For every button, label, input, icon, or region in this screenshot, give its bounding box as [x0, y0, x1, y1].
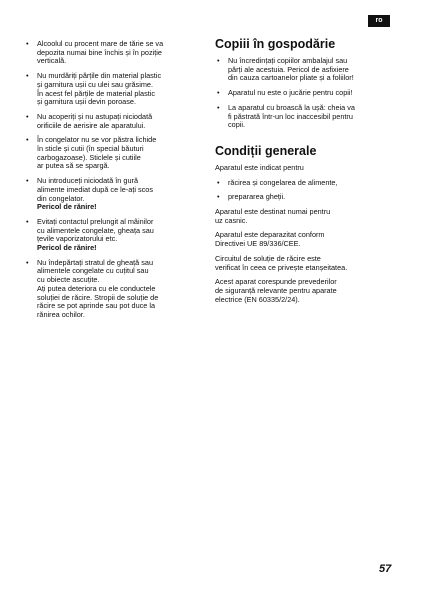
text-line: cu obiecte ascuțite. — [37, 275, 100, 285]
text-line: • La aparatul cu broască la ușă: cheia va — [228, 102, 355, 112]
text-line: alimentele congelate cu cuțitul sau — [37, 266, 149, 276]
text-line: și garnitura ușii cu ulei sau grăsime. — [37, 79, 153, 89]
paragraph — [215, 208, 399, 225]
list-item — [215, 89, 399, 98]
text-line: și garnitura ușii devin poroase. — [37, 97, 136, 107]
text-line: electrice (EN 60335/2/24). — [215, 294, 300, 304]
text-line: soluției de răcire. Stropii de soluție de — [37, 292, 159, 302]
text-line: verificat în ceea ce privește etanșeitatea. — [215, 262, 348, 272]
text-line: • Aparatul nu este o jucărie pentru copii! — [228, 88, 353, 98]
text-line: • Evitați contactul prelungit al mâinilor — [37, 216, 154, 226]
text-line: Directivei UE 89/336/CEE. — [215, 239, 301, 249]
text-line: rănirea ochilor. — [37, 309, 85, 319]
list-item — [24, 40, 202, 66]
list-item — [24, 136, 202, 171]
list-item — [24, 218, 202, 253]
text-line: cu alimentele congelate, gheața sau — [37, 225, 154, 235]
text-line: • Nu îndepărtați stratul de gheață sau — [37, 257, 154, 267]
warning-label: Pericol de rănire! — [37, 243, 97, 253]
list-item — [215, 179, 399, 188]
right-column — [215, 37, 399, 310]
list-item — [24, 113, 202, 130]
text-line: Circuitul de soluție de răcire este — [215, 253, 321, 263]
text-line: Aparatul este deparazitat conform — [215, 230, 325, 240]
text-line: • prepararea gheții. — [228, 192, 286, 202]
text-line: orificiile de aerisire ale aparatului. — [37, 120, 146, 130]
paragraph — [215, 231, 399, 248]
text-line: • răcirea și congelarea de alimente, — [228, 177, 338, 187]
text-line: copii. — [228, 120, 246, 130]
left-column — [24, 40, 202, 326]
text-line: carbogazoase). Sticlele și cutiile — [37, 152, 141, 162]
text-line: uz casnic. — [215, 215, 248, 225]
section-title-general: Condiții generale — [215, 143, 317, 158]
text-line: verticală. — [37, 56, 67, 66]
text-line: Acest aparat corespunde prevederilor — [215, 277, 337, 287]
text-line: În acest fel părțile de material plastic — [37, 88, 156, 98]
safety-list — [24, 40, 202, 320]
usage-list — [215, 179, 399, 202]
list-item — [215, 193, 399, 202]
text-line: răcire se pot aprinde sau pot duce la — [37, 301, 156, 311]
text-line: • În congelator nu se vor păstra lichide — [37, 135, 157, 145]
text-line: fi păstrată într-un loc inaccesibil pentru — [228, 111, 353, 121]
text-line: de siguranță relevante pentru aparate — [215, 285, 337, 295]
text-line: țevile vaporizatorului etc. — [37, 234, 118, 244]
warning-label: Pericol de rănire! — [37, 202, 97, 212]
text-line: depozita numai bine închis și în poziție — [37, 47, 162, 57]
text-line: în sticle și cutii (în special băuturi — [37, 144, 144, 154]
paragraph — [215, 255, 399, 272]
language-tag: ro — [368, 15, 390, 27]
text-line: din congelator. — [37, 193, 85, 203]
text-line: din cauza cartoanelor pliate și a foliilor! — [228, 73, 354, 83]
section-intro: Aparatul este indicat pentru — [215, 162, 304, 172]
list-item — [24, 259, 202, 320]
text-line: • Nu încredințați copiilor ambalajul sau — [228, 56, 348, 65]
list-item — [24, 177, 202, 212]
list-item — [24, 72, 202, 107]
children-list — [215, 57, 399, 130]
list-item — [215, 104, 399, 130]
text-line: alimente imediat după ce le-ați scos — [37, 184, 153, 194]
text-line: • Nu introduceți niciodată în gură — [37, 176, 139, 186]
text-line: Ați putea deteriora cu ele conductele — [37, 283, 156, 293]
paragraph — [215, 278, 399, 304]
text-line: ar putea să se spargă. — [37, 161, 110, 171]
section-title-children: Copiii în gospodărie — [215, 37, 336, 51]
text-line: • Nu acoperiți și nu astupați niciodată — [37, 111, 153, 121]
text-line: • Nu murdăriți părțile din material plastic — [37, 71, 162, 81]
page-number: 57 — [379, 563, 392, 575]
text-line: • Alcoolul cu procent mare de tărie se va — [37, 39, 164, 48]
list-item — [215, 57, 399, 83]
text-line: părți ale acestuia. Pericol de asfixiere — [228, 64, 349, 74]
text-line: Aparatul este destinat numai pentru — [215, 207, 331, 217]
